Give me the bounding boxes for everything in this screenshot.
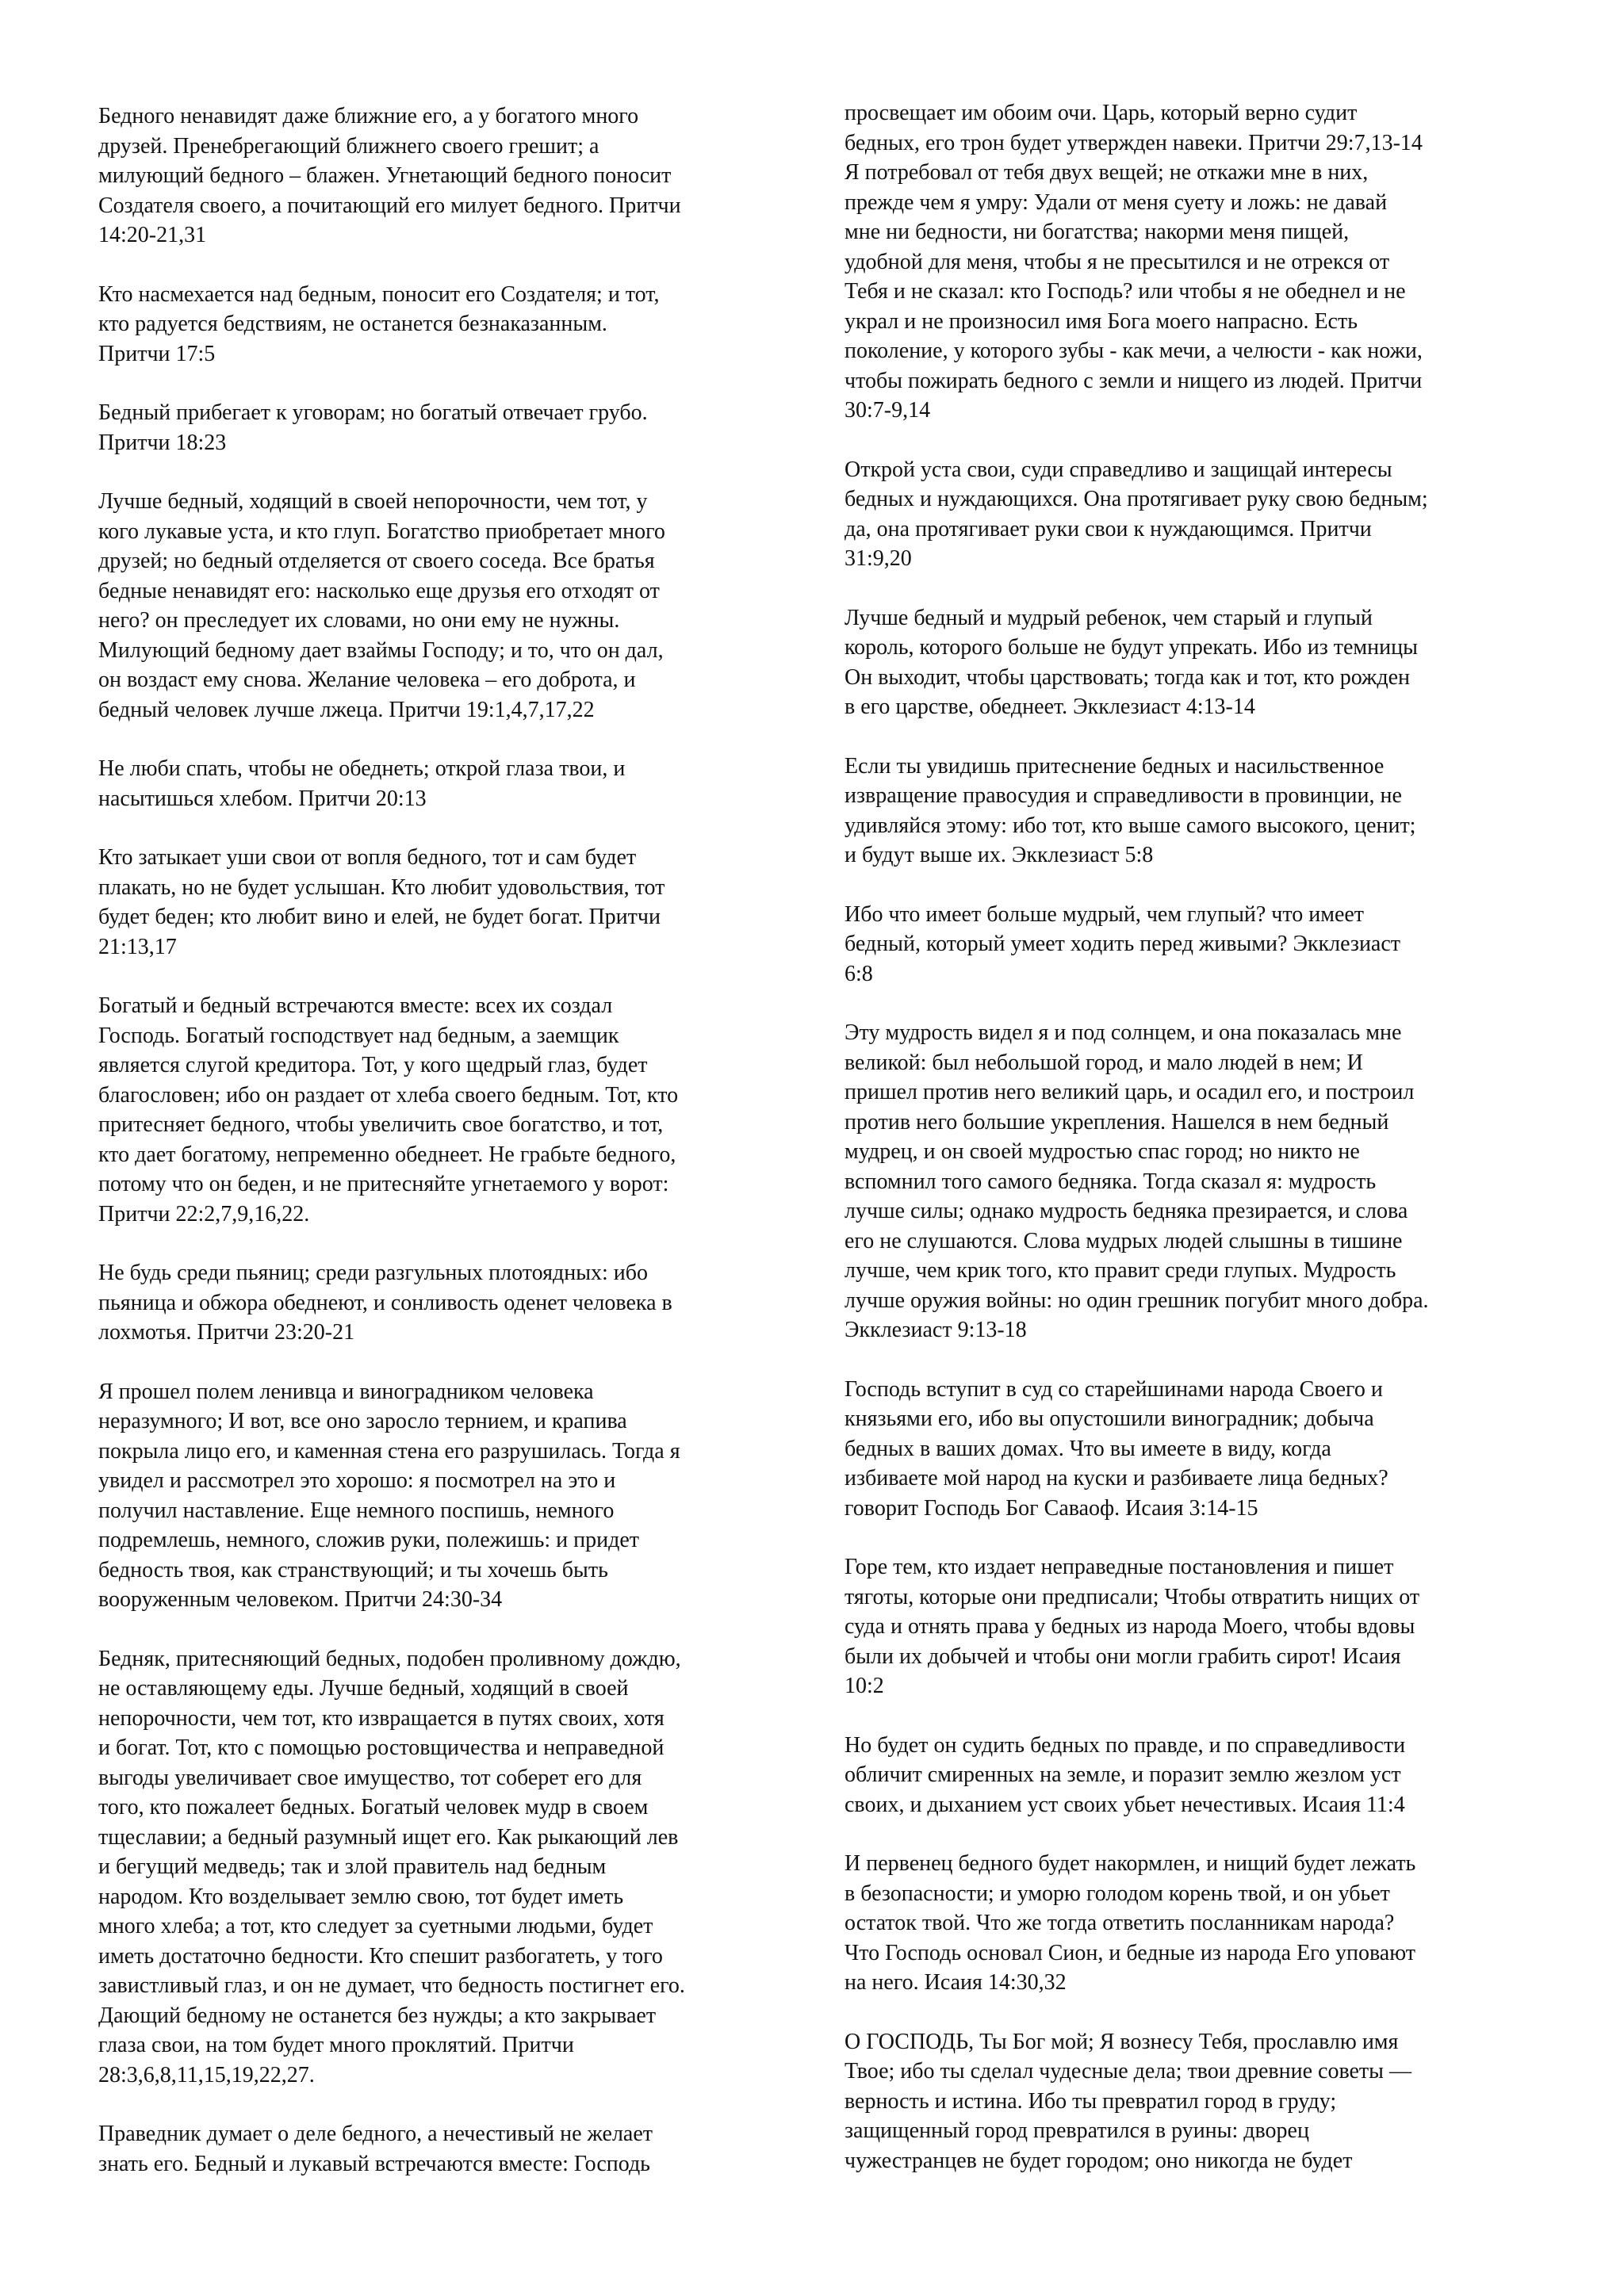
right-column [845, 98, 1541, 2205]
paragraph: Горе тем, кто издает неправедные постановления и пишет тяготы, которые они предписали; Чтобы отвратить нищих от суда и отнять права у бедных из народа Моего, чтобы вдовы были их добычей и чтобы они могли грабить сирот! Исаия 10:2 [845, 1555, 1420, 1698]
paragraph: Открой уста свои, суди справедливо и защищай интересы бедных и нуждающихся. Она протягивает руку свою бедным; да, она протягивает руки свои к нуждающимся. Притчи 31:9,20 [845, 457, 1428, 571]
left-column [98, 101, 795, 2208]
paragraph: просвещает им обоим очи. Царь, который верно судит бедных, его трон будет утвержден навеки. Притчи 29:7,13-14 Я потребовал от тебя двух вещей; не откажи мне в них, прежде чем я умру: Удали от меня суету и ложь: не давай мне ни бедности, ни богатства; накорми меня пищей, удобной для меня, чтобы я не пресытился и не отрекся от Тебя и не сказал: кто Господь? или чтобы я не обеднел и не украл и не произносил имя Бога моего напрасно. Есть поколение, у которого зубы - как мечи, а челюсти - как ножи, чтобы пожирать бедного с земли и нищего из людей. Притчи 30:7-9,14 [845, 101, 1423, 423]
paragraph: Кто насмехается над бедным, поносит его Создателя; и тот, кто радуется бедствиям, не останется безнаказанным. Притчи 17:5 [98, 281, 660, 366]
paragraph: Эту мудрость видел я и под солнцем, и она показалась мне великой: был небольшой город, и мало людей в нем; И пришел против него великий царь, и осадил его, и построил против него большие укрепления. Нашелся в нем бедный мудрец, и он своей мудростью спас город; но никто не вспомнил того самого бедняка. Тогда сказал я: мудрость лучше силы; однако мудрость бедняка презирается, и слова его не слушаются. Слова мудрых людей слышны в тишине лучше, чем крик того, кто правит среди глупых. Мудрость лучше оружия войны: но один грешник погубит много добра. Экклезиаст 9:13-18 [845, 1020, 1429, 1342]
paragraph: Богатый и бедный встречаются вместе: всех их создал Господь. Богатый господствует над бедным, а заемщик является слугой кредитора. Тот, у кого щедрый глаз, будет благословен; ибо он раздает от хлеба своего бедным. Тот, кто притесняет бедного, чтобы увеличить свое богатство, и тот, кто дает богатому, непременно обеднеет. Не грабьте бедного, потому что он беден, и не притесняйте угнетаемого у ворот: Притчи 22:2,7,9,16,22. [98, 993, 679, 1226]
paragraph: Не люби спать, чтобы не обеднеть; открой глаза твои, и насытишься хлебом. Притчи 20:13 [98, 756, 626, 811]
paragraph: Но будет он судить бедных по правде, и по справедливости обличит смиренных на земле, и поразит землю жезлом уст своих, и дыханием уст своих убьет нечестивых. Исаия 11:4 [845, 1732, 1406, 1817]
paragraph: Господь вступит в суд со старейшинами народа Своего и князьями его, ибо вы опустошили виноградник; добыча бедных в ваших домах. Что вы имеете в виду, когда избиваете мой народ на куски и разбиваете лица бедных? говорит Господь Бог Саваоф. Исаия 3:14-15 [845, 1376, 1388, 1521]
paragraph: Не будь среди пьяниц; среди разгульных плотоядных: ибо пьяница и обжора обеднеют, и сонливость оденет человека в лохмотья. Притчи 23:20-21 [98, 1261, 672, 1345]
paragraph: О ГОСПОДЬ, Ты Бог мой; Я вознесу Тебя, прославлю имя Твое; ибо ты сделал чудесные дела; твои древние советы — верность и истина. Ибо ты превратил город в груду; защищенный город превратился в руины: дворец чужестранцев не будет городом; оно никогда не будет [845, 2029, 1411, 2173]
paragraph: Бедного ненавидят даже ближние его, а у богатого много друзей. Пренебрегающий ближнего своего грешит; а милующий бедного – блажен. Угнетающий бедного поносит Создателя своего, а почитающий его милует бедного. Притчи 14:20-21,31 [98, 104, 681, 247]
paragraph: Бедный прибегает к уговорам; но богатый отвечает грубо. Притчи 18:23 [98, 400, 648, 455]
paragraph: Кто затыкает уши свои от вопля бедного, тот и сам будет плакать, но не будет услышан. Кто любит удовольствия, тот будет беден; кто любит вино и елей, не будет богат. Притчи 21:13,17 [98, 845, 665, 959]
paragraph: Если ты увидишь притеснение бедных и насильственное извращение правосудия и справедливости в провинции, не удивляйся этому: ибо тот, кто выше самого высокого, ценит; и будут выше их. Экклезиаст 5:8 [845, 753, 1416, 867]
paragraph: Лучше бедный, ходящий в своей непорочности, чем тот, у кого лукавые уста, и кто глуп. Богатство приобретает много друзей; но бедный отделяется от своего соседа. Все братья бедные ненавидят его: насколько еще друзья его отходят от него? он преследует их словами, но они ему не нужны. Милующий бедному дает взаймы Господу; и то, что он дал, он воздаст ему снова. Желание человека – его доброта, и бедный человек лучше лжеца. Притчи 19:1,4,7,17,22 [98, 489, 665, 722]
paragraph: И первенец бедного будет накормлен, и нищий будет лежать в безопасности; и уморю голодом корень твой, и он убьет остаток твой. Что же тогда ответить посланникам народа? Что Господь основал Сион, и бедные из народа Его уповают на него. Исаия 14:30,32 [845, 1851, 1416, 1995]
paragraph: Ибо что имеет больше мудрый, чем глупый? что имеет бедный, который умеет ходить перед живыми? Экклезиаст 6:8 [845, 901, 1401, 986]
paragraph: Праведник думает о деле бедного, а нечестивый не желает знать его. Бедный и лукавый встречаются вместе: Господь [98, 2122, 653, 2176]
paragraph: Я прошел полем ленивца и виноградником человека неразумного; И вот, все оно заросло тернием, и крапива покрыла лицо его, и каменная стена его разрушилась. Тогда я увидел и рассмотрел это хорошо: я посмотрел на это и получил наставление. Еще немного поспишь, немного подремлешь, немного, сложив руки, полежишь: и придет бедность твоя, как странствующий; и ты хочешь быть вооруженным человеком. Притчи 24:30-34 [98, 1379, 680, 1612]
paragraph: Бедняк, притесняющий бедных, подобен проливному дождю, не оставляющему еды. Лучше бедный, ходящий в своей непорочности, чем тот, кто извращается в путях своих, хотя и богат. Тот, кто с помощью ростовщичества и неправедной выгоды увеличивает свое имущество, тот соберет его для того, кто пожалеет бедных. Богатый человек мудр в своем тщеславии; а бедный разумный ищет его. Как рыкающий лев и бегущий медведь; так и злой правитель над бедным народом. Кто возделывает землю свою, тот будет иметь много хлеба; а тот, кто следует за суетными людьми, будет иметь достаточно бедности. Кто спешит разбогатеть, у того завистливый глаз, и он не думает, что бедность постигнет его. Дающий бедному не останется без нужды; а кто закрывает глаза свои, на том будет много проклятий. Притчи 28:3,6,8,11,15,19,22,27. [98, 1646, 685, 2087]
paragraph: Лучше бедный и мудрый ребенок, чем старый и глупый король, которого больше не будут упрекать. Ибо из темницы Он выходит, чтобы царствовать; тогда как и тот, кто рожден в его царстве, обеднеет. Экклезиаст 4:13-14 [845, 605, 1418, 719]
